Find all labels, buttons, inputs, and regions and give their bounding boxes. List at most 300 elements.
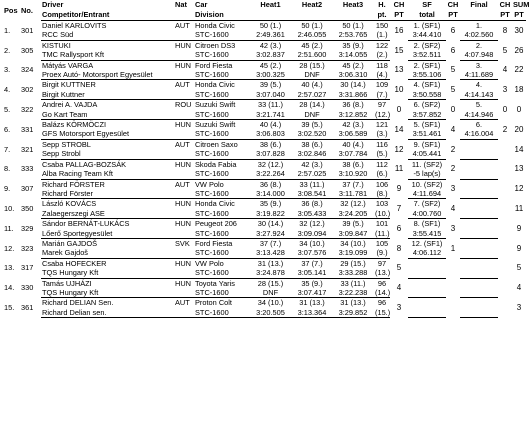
cell-driver: Balázs KÖRMÖCZI <box>42 120 107 130</box>
cell-heat-points-total: 96 <box>377 278 387 288</box>
header-ch2-bot: PT <box>446 10 460 21</box>
cell-division: STC-1600 <box>194 229 249 239</box>
cell-heat-points-total: 97 <box>377 258 387 268</box>
cell-ch2-points: 2 <box>450 144 456 154</box>
cell-sf-position: 2. (SF1) <box>413 60 441 70</box>
cell-pos: 1. <box>4 25 11 35</box>
cell-final-position: 6. <box>475 120 483 130</box>
table-row <box>3 139 526 149</box>
header-ch2-top: CH <box>447 0 459 10</box>
cell-heat2-time: 3:07.576 <box>292 248 332 258</box>
cell-sf-position: 10. (SF2) <box>411 179 443 189</box>
cell-no: 333 <box>21 164 34 174</box>
cell-heat3-points: 39 (5.) <box>342 219 364 229</box>
cell-driver: Tamás UJHÁZI <box>42 278 92 288</box>
cell-ch1-points: 3 <box>396 303 402 313</box>
cell-final-position <box>460 238 498 248</box>
cell-ch2-points: 0 <box>450 104 456 114</box>
cell-final-time <box>460 308 498 318</box>
cell-heat3-time: 3:33.288 <box>332 268 374 278</box>
cell-heat1-points: 38 (6.) <box>259 139 282 149</box>
cell-driver: Csaba PALLAG-BOZSÁK <box>42 159 127 169</box>
cell-sf-time: 3:44.410 <box>408 30 446 40</box>
cell-sf-position: 1. (SF1) <box>413 21 441 30</box>
cell-final-time <box>460 169 498 179</box>
cell-nat: HUN <box>175 219 192 229</box>
header-division: Division <box>194 10 249 21</box>
cell-car: Citroen Saxo <box>195 139 238 149</box>
cell-heat2-points: 36 (8.) <box>301 199 323 209</box>
cell-heat1-points: 31 (13.) <box>257 258 284 268</box>
cell-ch2-points: 5 <box>450 65 456 75</box>
cell-entrant: Richard Delian sen. <box>41 308 174 318</box>
cell-final-time: 4:02.560 <box>460 30 498 40</box>
cell-no: 321 <box>21 144 34 154</box>
cell-division: STC-1600 <box>194 149 249 159</box>
cell-ch1-points: 9 <box>396 184 402 194</box>
cell-heat1-points: 28 (15.) <box>257 278 284 288</box>
cell-heat2-points: 40 (4.) <box>301 80 323 90</box>
cell-heat1-points: 50 (1.) <box>259 21 282 30</box>
cell-ch1-points: 13 <box>394 65 404 75</box>
cell-heat3-time: 3:07.784 <box>332 149 374 159</box>
cell-ch3-points <box>498 159 512 179</box>
header-car: Car <box>195 0 208 10</box>
cell-car: Citroen DS3 <box>195 40 236 50</box>
header-heat3: Heat3 <box>342 0 364 10</box>
cell-pos: 8. <box>4 164 11 174</box>
header-competitor: Competitor/Entrant <box>41 10 174 21</box>
cell-ch1-points: 11 <box>394 164 404 174</box>
cell-heat1-points: 37 (7.) <box>259 238 282 248</box>
cell-ch3-points: 8 <box>502 25 508 35</box>
cell-heat-points-rank: (5.) <box>374 149 390 159</box>
cell-heat2-points: 28 (15.) <box>299 60 325 70</box>
cell-heat3-time: 3:12.852 <box>332 110 374 120</box>
cell-pos: 14. <box>4 283 15 293</box>
cell-heat1-time: 3:06.803 <box>249 129 292 139</box>
cell-pos: 3. <box>4 65 11 75</box>
table-row <box>3 40 526 50</box>
cell-heat3-time: 3:19.099 <box>332 248 374 258</box>
cell-no: 324 <box>21 65 34 75</box>
cell-sum-points: 13 <box>514 164 524 174</box>
cell-final-time <box>460 229 498 239</box>
cell-entrant: GFS Motorsport Egyesület <box>41 129 174 139</box>
cell-final-position <box>460 278 498 288</box>
cell-heat3-time: 3:22.238 <box>332 288 374 298</box>
header-pos: Pos <box>4 5 18 15</box>
cell-heat1-time: 3:27.924 <box>249 229 292 239</box>
table-row <box>3 179 526 189</box>
cell-heat1-time: 3:20.505 <box>249 308 292 318</box>
cell-heat2-time: DNF <box>292 110 332 120</box>
cell-heat2-points: 33 (11.) <box>299 179 325 189</box>
cell-sum-points: 12 <box>514 184 524 194</box>
cell-division: STC-1600 <box>194 268 249 278</box>
cell-division: STC-1600 <box>194 189 249 199</box>
cell-heat3-points: 37 (7.) <box>342 179 364 189</box>
cell-ch2-points: 6 <box>450 45 456 55</box>
cell-entrant: Alba Racing Team Kft <box>41 169 174 179</box>
cell-entrant: RCC Süd <box>41 30 174 40</box>
cell-heat-points-total: 97 <box>377 100 387 110</box>
cell-ch1-points: 12 <box>394 144 404 154</box>
cell-heat-points-rank: (12.) <box>375 109 391 119</box>
cell-heat-points-rank: (1.) <box>374 30 390 40</box>
cell-sum-points: 14 <box>514 144 524 154</box>
cell-heat2-points: 45 (2.) <box>301 40 323 50</box>
table-row <box>3 21 526 31</box>
cell-final-position <box>460 199 498 209</box>
cell-heat1-points: 39 (5.) <box>259 80 282 90</box>
cell-no: 317 <box>21 263 34 273</box>
cell-heat-points-rank: (2.) <box>374 50 390 60</box>
cell-heat-points-total: 112 <box>376 159 388 169</box>
cell-heat-points-total: 121 <box>375 120 389 130</box>
cell-heat-points-total: 103 <box>375 199 389 209</box>
cell-entrant: Richard Förster <box>41 189 174 199</box>
cell-sum-points: 20 <box>514 124 524 134</box>
cell-car: Suzuki Swift <box>195 100 236 110</box>
cell-pos: 9. <box>4 184 11 194</box>
cell-ch3-points <box>498 199 512 219</box>
cell-nat: HUN <box>175 40 192 50</box>
cell-ch1-points: 6 <box>396 223 402 233</box>
cell-car: Honda Civic <box>195 80 235 90</box>
cell-driver: Csaba HOFECKER <box>42 258 107 268</box>
header-heat1: Heat1 <box>260 0 281 10</box>
header-heat2: Heat2 <box>301 0 323 10</box>
cell-final-position <box>460 219 498 229</box>
cell-driver: Daniel KARLOVITS <box>42 21 107 30</box>
cell-ch3-points <box>498 219 512 239</box>
cell-driver: László KOVÁCS <box>42 199 97 209</box>
header-hpt-bot: pt. <box>374 10 390 21</box>
cell-heat3-points: 36 (8.) <box>342 100 364 110</box>
cell-driver: Richard FÖRSTER <box>42 179 105 189</box>
cell-driver: Mátyás VARGA <box>42 60 94 70</box>
cell-heat2-time: 3:08.541 <box>292 189 332 199</box>
cell-division: STC-1600 <box>194 288 249 298</box>
cell-heat1-time: 3:19.822 <box>249 209 292 219</box>
cell-sf-time: 3:55.415 <box>408 229 446 239</box>
cell-heat3-time: 3:09.847 <box>332 229 374 239</box>
cell-car: Proton Colt <box>195 298 232 308</box>
cell-heat-points-total: 122 <box>375 40 389 50</box>
cell-heat1-points: 40 (4.) <box>259 120 282 130</box>
cell-heat1-time: 3:21.741 <box>249 110 292 120</box>
cell-heat1-time: 3:00.325 <box>249 70 292 80</box>
cell-final-position <box>460 258 498 268</box>
cell-no: 331 <box>21 124 34 134</box>
header-final: Final <box>470 0 488 10</box>
table-row <box>3 238 526 248</box>
cell-sum-points: 18 <box>514 85 524 95</box>
cell-heat3-points: 38 (6.) <box>342 159 364 169</box>
cell-sum-points: 5 <box>516 263 522 273</box>
cell-no: 305 <box>21 45 34 55</box>
cell-ch3-points <box>498 179 512 199</box>
cell-final-position: 2. <box>475 40 483 50</box>
cell-heat2-time: DNF <box>292 70 332 80</box>
cell-sum-points: 26 <box>514 45 524 55</box>
cell-ch2-points: 3 <box>450 223 456 233</box>
header-sum-top: SUM <box>513 0 530 10</box>
cell-sf-position: 9. (SF1) <box>413 139 441 149</box>
cell-sum-points: 22 <box>514 65 524 75</box>
cell-sf-time: -5 lap(s) <box>408 169 446 179</box>
cell-sf-position <box>408 278 446 288</box>
cell-nat: HUN <box>175 120 192 130</box>
header-nat: Nat <box>175 0 187 10</box>
cell-heat2-time: 2:57.025 <box>292 169 332 179</box>
cell-heat3-time: 2:53.765 <box>332 30 374 40</box>
cell-heat2-time: 2:57.027 <box>292 90 332 100</box>
cell-heat3-points: 45 (2.) <box>342 60 364 70</box>
cell-entrant: TQS Hungary Kft <box>41 288 174 298</box>
cell-ch3-points: 5 <box>502 45 508 55</box>
cell-ch2-points: 2 <box>450 164 456 174</box>
cell-driver: Birgit KUTTNER <box>42 80 96 90</box>
cell-ch3-points: 4 <box>502 65 508 75</box>
cell-pos: 6. <box>4 124 11 134</box>
cell-heat2-time: 3:05.433 <box>292 209 332 219</box>
cell-heat2-points: 31 (13.) <box>299 298 325 308</box>
cell-final-time <box>460 268 498 278</box>
cell-ch3-points: 3 <box>502 85 508 95</box>
cell-pos: 5. <box>4 104 11 114</box>
cell-heat1-points: 36 (8.) <box>259 179 282 189</box>
table-row <box>3 219 526 229</box>
cell-final-time: 4:11.689 <box>460 70 498 80</box>
cell-sf-time: 3:52.511 <box>408 50 446 60</box>
cell-car: VW Polo <box>195 258 224 268</box>
cell-sf-time <box>408 308 446 318</box>
cell-heat-points-total: 105 <box>375 238 389 248</box>
cell-final-position: 5. <box>475 100 483 110</box>
header-sum-bot: PT <box>512 10 526 21</box>
cell-heat-points-rank: (7.) <box>374 90 390 100</box>
cell-no: 323 <box>21 243 34 253</box>
cell-heat-points-rank: (15.) <box>375 307 391 317</box>
cell-heat3-points: 40 (4.) <box>342 139 364 149</box>
cell-heat-points-rank: (4.) <box>374 70 390 80</box>
cell-division: STC-1600 <box>194 30 249 40</box>
cell-division: STC-1600 <box>194 90 249 100</box>
cell-division: STC-1600 <box>194 129 249 139</box>
cell-final-time: 4:14.946 <box>460 110 498 120</box>
cell-pos: 7. <box>4 144 11 154</box>
cell-driver: KISTUKI <box>42 40 71 50</box>
cell-sf-position: 6. (SF2) <box>413 100 441 110</box>
cell-car: Honda Civic <box>195 21 235 30</box>
cell-division: STC-1600 <box>194 50 249 60</box>
cell-no: 307 <box>21 184 34 194</box>
cell-sf-time: 4:00.760 <box>408 209 446 219</box>
cell-sf-time: 4:11.694 <box>408 189 446 199</box>
cell-ch2-points <box>446 278 460 298</box>
cell-heat2-time: 3:07.417 <box>292 288 332 298</box>
cell-heat1-time: 3:22.264 <box>249 169 292 179</box>
cell-nat: AUT <box>175 298 190 308</box>
cell-ch1-points: 16 <box>394 25 404 35</box>
cell-car: Ford Fiesta <box>195 60 233 70</box>
cell-heat1-time: DNF <box>249 288 292 298</box>
cell-sum-points: 9 <box>516 243 522 253</box>
cell-heat1-points: 34 (10.) <box>257 298 284 308</box>
cell-sum-points: 11 <box>514 204 524 214</box>
cell-car: Ford Fiesta <box>195 238 233 248</box>
cell-no: 350 <box>21 204 34 214</box>
cell-heat1-time: 2:49.361 <box>249 30 292 40</box>
cell-car: Peugeot 206 <box>195 219 237 229</box>
cell-pos: 4. <box>4 85 11 95</box>
table-row <box>3 258 526 268</box>
cell-entrant: TMC Rallysport Kft <box>41 50 174 60</box>
cell-heat3-points: 30 (14.) <box>340 80 366 90</box>
cell-heat2-points: 50 (1.) <box>301 21 323 30</box>
cell-heat3-time: 3:29.852 <box>332 308 374 318</box>
cell-ch3-points <box>498 298 512 318</box>
cell-heat1-time: 3:02.837 <box>249 50 292 60</box>
cell-final-time <box>460 288 498 298</box>
cell-division: STC-1600 <box>194 308 249 318</box>
cell-final-time <box>460 189 498 199</box>
cell-nat: AUT <box>175 179 190 189</box>
cell-ch1-points: 5 <box>396 263 402 273</box>
cell-heat1-points: 33 (11.) <box>258 100 283 110</box>
cell-heat3-time: 3:24.205 <box>332 209 374 219</box>
cell-heat3-points: 31 (13.) <box>340 298 366 308</box>
cell-sf-time: 4:06.112 <box>408 248 446 258</box>
cell-sum-points: 9 <box>516 223 522 233</box>
table-header <box>3 0 530 21</box>
cell-heat1-points: 45 (2.) <box>259 60 282 70</box>
cell-ch1-points: 10 <box>394 85 404 95</box>
cell-driver: Marián GAJDOŠ <box>42 238 98 248</box>
cell-ch2-points: 3 <box>450 184 456 194</box>
header-sf-bot: total <box>408 10 446 21</box>
cell-ch2-points: 4 <box>450 204 456 214</box>
cell-no: 329 <box>21 223 34 233</box>
cell-ch1-points: 7 <box>396 204 402 214</box>
cell-entrant: TQS Hungary Kft <box>41 268 174 278</box>
cell-sf-position: 4. (SF1) <box>413 80 441 90</box>
cell-driver: Sepp STROBL <box>42 139 91 149</box>
cell-final-time <box>460 149 498 159</box>
cell-heat-points-total: 109 <box>375 80 389 90</box>
cell-heat2-time: 3:02.846 <box>292 149 332 159</box>
cell-car: Suzuki Swift <box>195 120 236 130</box>
table-row <box>3 60 526 70</box>
cell-heat3-points: 32 (12.) <box>340 199 366 209</box>
cell-sf-time <box>408 288 446 298</box>
cell-heat3-points: 50 (1.) <box>342 21 364 30</box>
cell-final-position <box>460 159 498 169</box>
table-row <box>3 298 526 308</box>
table-body <box>3 21 526 318</box>
cell-nat: SVK <box>175 238 190 248</box>
cell-heat1-time: 3:07.040 <box>249 90 292 100</box>
cell-division: STC-1600 <box>194 70 249 80</box>
cell-ch1-points: 15 <box>394 45 404 55</box>
cell-heat3-time: 3:06.310 <box>332 70 374 80</box>
cell-entrant: Go Kart Team <box>41 110 174 120</box>
results-table <box>3 0 530 318</box>
cell-heat1-time: 3:07.828 <box>249 149 292 159</box>
cell-car: Skoda Fabia <box>195 159 237 169</box>
cell-heat2-points: 32 (12.) <box>299 219 325 229</box>
cell-heat-points-rank: (13.) <box>375 268 391 278</box>
cell-ch1-points: 0 <box>396 104 402 114</box>
cell-nat: ROU <box>175 100 192 110</box>
cell-heat-points-rank: (10.) <box>375 208 391 218</box>
cell-nat: AUT <box>175 21 190 30</box>
cell-final-time: 4:07.948 <box>460 50 498 60</box>
cell-heat-points-total: 118 <box>376 60 388 70</box>
cell-heat3-points: 35 (9.) <box>342 40 364 50</box>
cell-pos: 2. <box>4 45 11 55</box>
cell-pos: 15. <box>4 303 15 313</box>
cell-heat3-points: 29 (15.) <box>340 258 366 268</box>
table-row <box>3 278 526 288</box>
cell-pos: 10. <box>4 204 15 214</box>
cell-heat2-time: 3:05.141 <box>292 268 332 278</box>
cell-heat3-time: 3:10.920 <box>332 169 374 179</box>
cell-heat1-time: 3:24.878 <box>249 268 292 278</box>
cell-final-position <box>460 179 498 189</box>
cell-final-position <box>460 298 498 308</box>
cell-heat3-time: 3:14.055 <box>332 50 374 60</box>
cell-heat2-time: 3:09.094 <box>292 229 332 239</box>
cell-ch2-points: 6 <box>450 25 456 35</box>
cell-heat-points-rank: (11.) <box>375 228 390 238</box>
cell-heat1-points: 35 (9.) <box>259 199 282 209</box>
cell-heat3-points: 33 (11.) <box>340 278 366 288</box>
cell-ch1-points: 8 <box>396 243 402 253</box>
cell-sf-position: 5. (SF1) <box>413 120 441 130</box>
cell-sf-position <box>408 258 446 268</box>
header-driver: Driver <box>42 0 64 10</box>
cell-no: 322 <box>21 104 34 114</box>
cell-division: STC-1600 <box>194 110 249 120</box>
cell-heat2-points: 39 (5.) <box>301 120 323 130</box>
cell-heat2-points: 38 (6.) <box>301 139 323 149</box>
cell-no: 301 <box>21 25 34 35</box>
cell-ch3-points: 0 <box>502 104 508 114</box>
cell-sf-position: 8. (SF1) <box>413 219 441 229</box>
cell-heat2-time: 3:02.520 <box>292 129 332 139</box>
cell-ch3-points <box>498 238 512 258</box>
cell-sf-time: 3:57.852 <box>408 110 446 120</box>
cell-car: VW Polo <box>195 179 224 189</box>
cell-sum-points: 3 <box>516 303 522 313</box>
cell-heat2-points: 42 (3.) <box>301 159 323 169</box>
cell-heat-points-rank: (8.) <box>374 189 390 199</box>
cell-sf-position: 11. (SF2) <box>411 159 443 169</box>
cell-heat-points-total: 101 <box>375 219 389 229</box>
cell-heat3-time: 3:06.589 <box>332 129 374 139</box>
cell-sf-position: 2. (SF2) <box>413 40 441 50</box>
cell-heat-points-rank: (3.) <box>374 129 390 139</box>
cell-heat3-points: 42 (3.) <box>342 120 364 130</box>
cell-entrant: Sepp Strobl <box>41 149 174 159</box>
table-row <box>3 80 526 90</box>
cell-sf-time: 3:51.461 <box>408 129 446 139</box>
table-row <box>3 120 526 130</box>
cell-sf-position <box>408 298 446 308</box>
